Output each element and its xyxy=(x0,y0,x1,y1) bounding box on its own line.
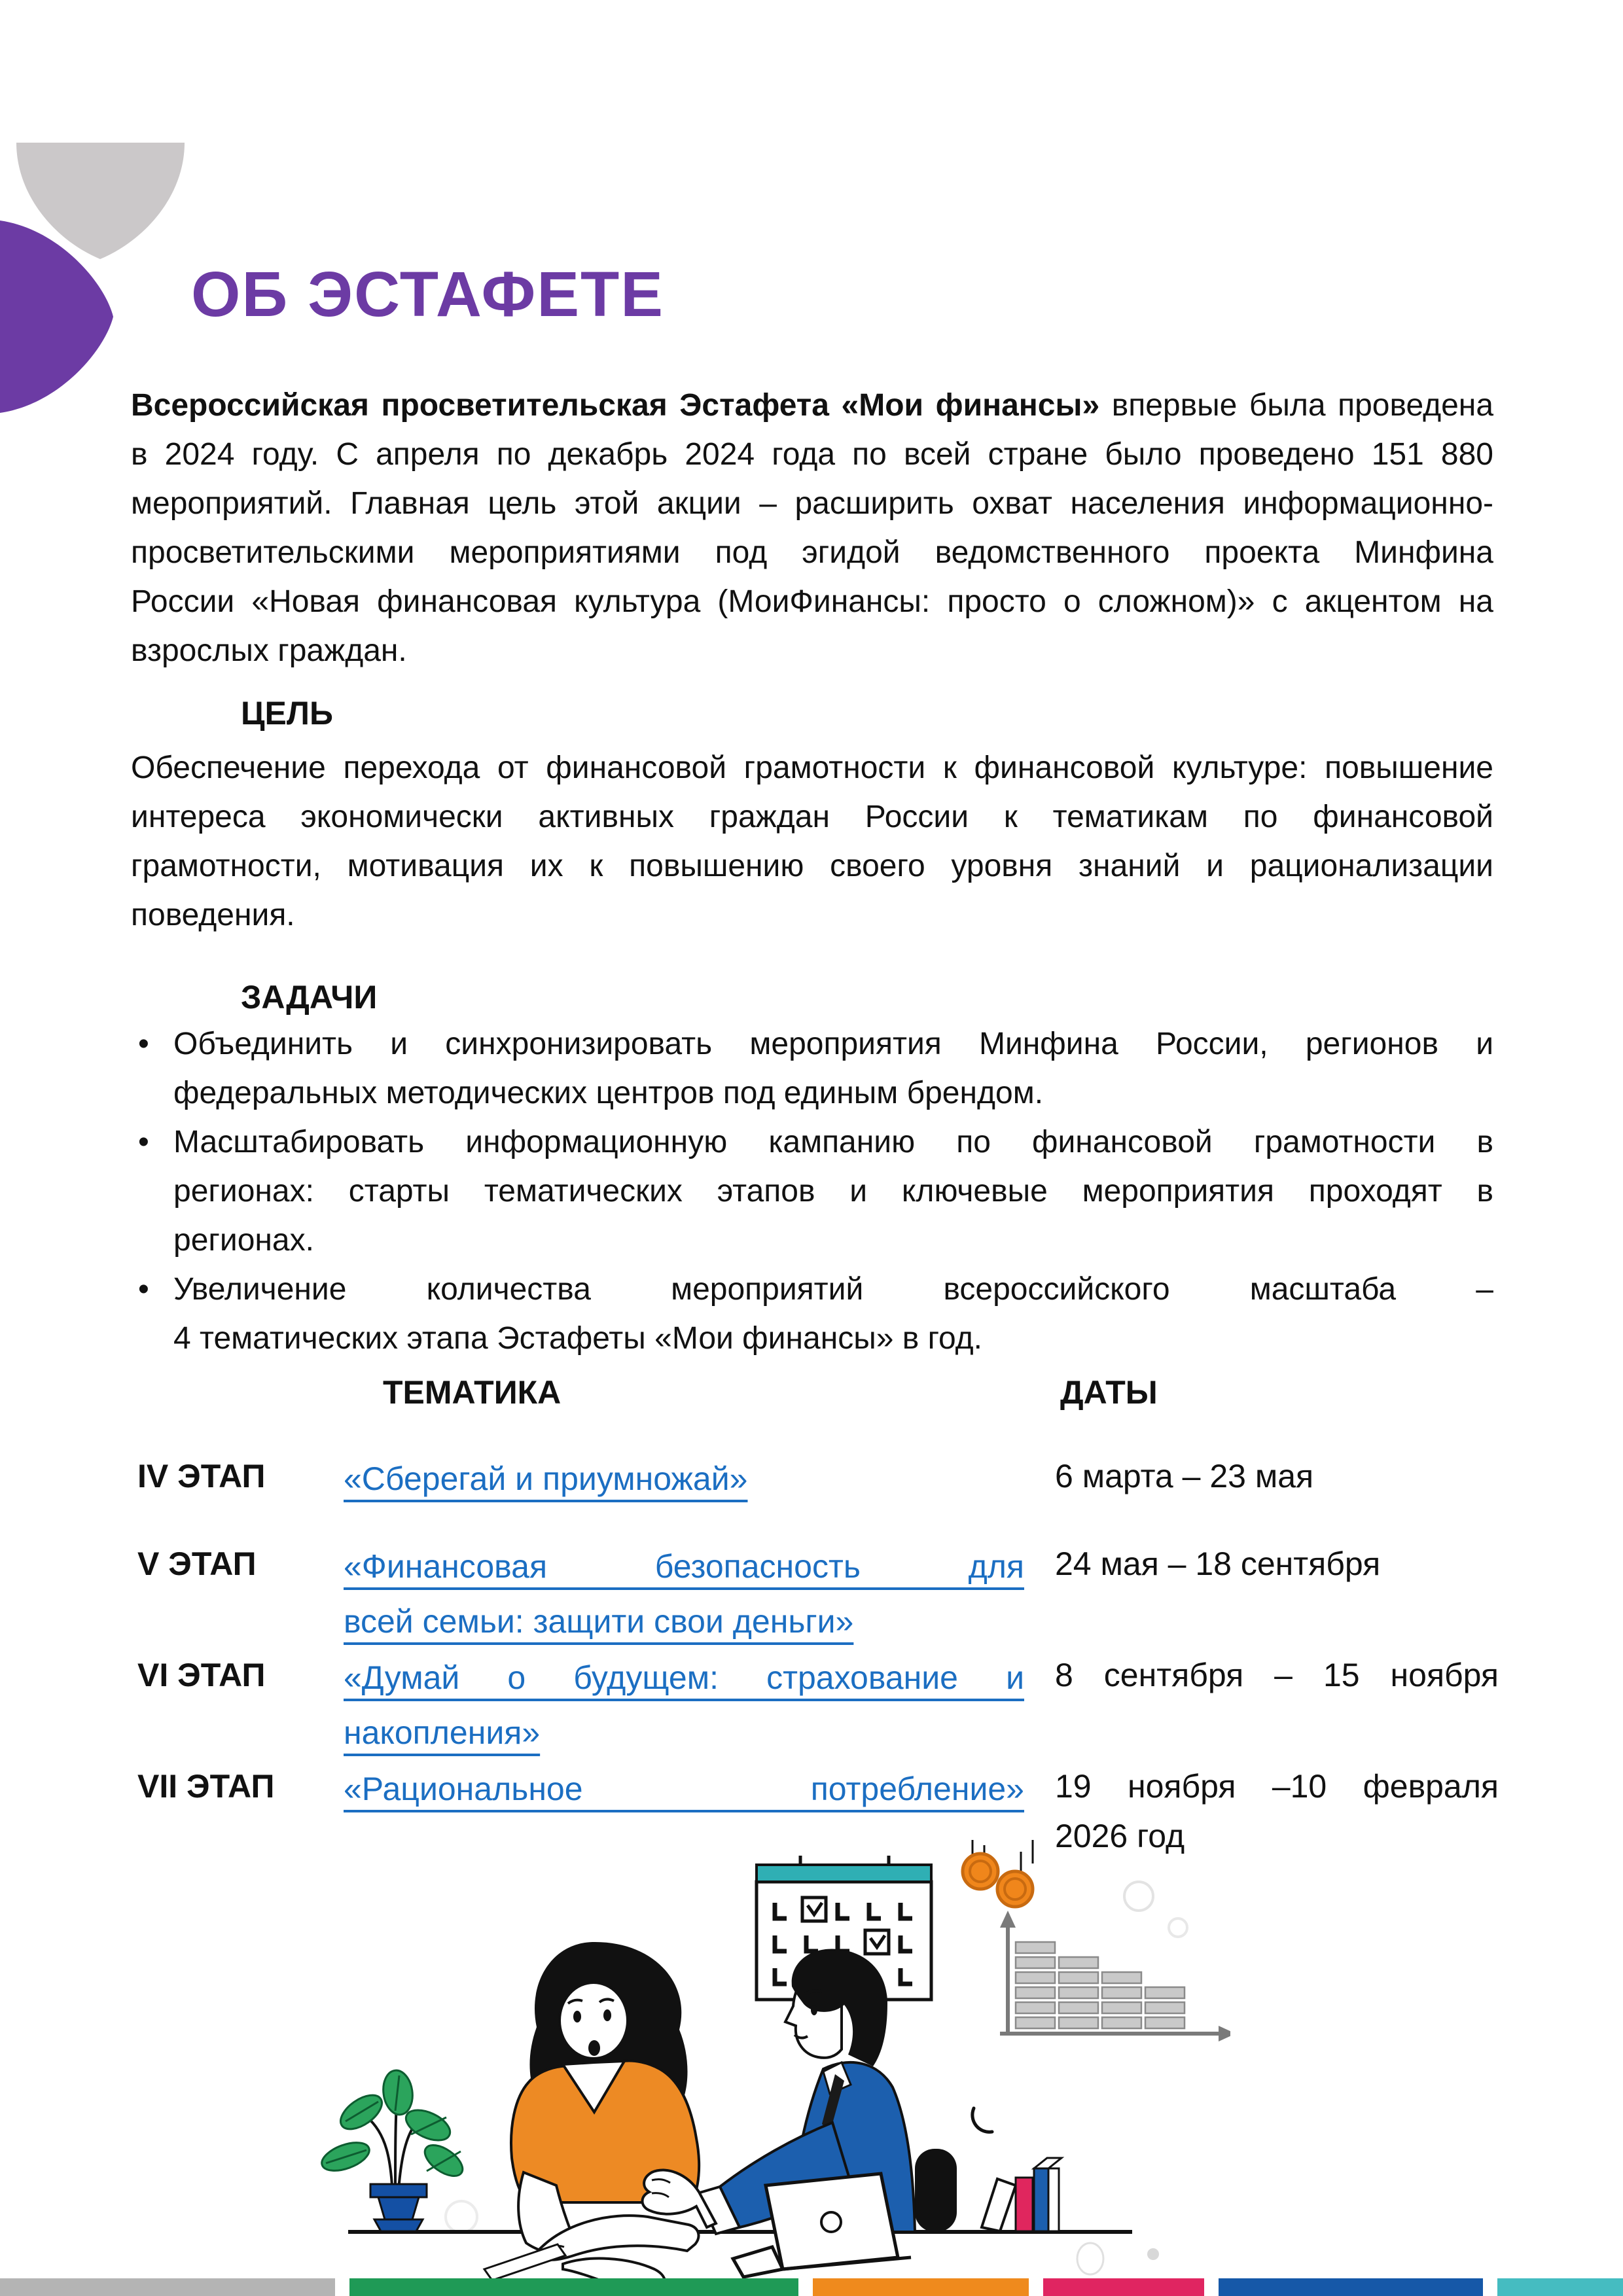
stage-label: VI ЭТАП xyxy=(137,1657,266,1693)
text-line: просветительскими мероприятиями под эгидой ведомственного проекта Минфина xyxy=(131,535,1493,570)
goal-heading: ЦЕЛЬ xyxy=(241,695,333,732)
text-line: мероприятий. Главная цель этой акции – расширить охват населения информационно- xyxy=(131,486,1493,521)
stage-label: VII ЭТАП xyxy=(137,1768,275,1805)
stage-label: V ЭТАП xyxy=(137,1545,257,1582)
footer-bar-blue xyxy=(1219,2278,1483,2296)
footer-bar-teal xyxy=(1497,2278,1623,2296)
tasks-list xyxy=(173,1019,1493,1363)
small-arc xyxy=(972,2108,992,2132)
text-line: 24 мая – 18 сентября xyxy=(1055,1545,1381,1582)
text-line: в 2024 году. С апреля по декабрь 2024 года по всей стране было проведено 151 880 xyxy=(131,437,1493,472)
goal-paragraph xyxy=(131,743,1493,940)
books-icon xyxy=(982,2158,1061,2231)
intro-first-line xyxy=(131,381,1493,430)
corner-petals-logo-icon xyxy=(0,120,196,421)
text-line: всей семьи: защити свои деньги» xyxy=(344,1603,854,1640)
intro-lines xyxy=(131,430,1493,675)
footer-bar-orange xyxy=(813,2278,1029,2296)
text-line: интереса экономически активных граждан России к тематикам по финансовой xyxy=(131,800,1493,834)
page-title: ОБ ЭСТАФЕТЕ xyxy=(191,258,664,330)
office-consultation-illustration xyxy=(314,1839,1230,2280)
text-line: регионах. xyxy=(173,1223,314,1258)
text-line: Обеспечение перехода от финансовой грамотности к финансовой культуре: повышение xyxy=(131,751,1493,785)
stage-topic-link[interactable] xyxy=(344,1451,1024,1506)
text-line: 2026 год xyxy=(1055,1818,1185,1854)
column-header-dates: ДАТЫ xyxy=(1060,1374,1158,1411)
bar-chart-icon xyxy=(1000,1911,1230,2041)
text-line: • Объединить и синхронизировать мероприятия Минфина России, регионов и xyxy=(173,1027,1493,1061)
text-line: • Увеличение количества мероприятий всероссийского масштаба – xyxy=(173,1272,1493,1307)
text-line: 4 тематических этапа Эстафеты «Мои финансы» в год. xyxy=(173,1321,982,1356)
footer-bar-pink xyxy=(1043,2278,1204,2296)
task-item xyxy=(173,1265,1493,1363)
intro-paragraph xyxy=(131,381,1493,675)
text-line: федеральных методических центров под единым брендом. xyxy=(173,1076,1044,1110)
coins-icon xyxy=(963,1840,1033,1907)
text-line: «Сберегай и приумножай» xyxy=(344,1460,748,1497)
plant-icon xyxy=(318,2068,468,2231)
stage-dates xyxy=(1055,1650,1499,1700)
task-item xyxy=(173,1118,1493,1265)
text-line: • Масштабировать информационную кампанию по финансовой грамотности в xyxy=(173,1125,1493,1159)
stage-dates xyxy=(1055,1539,1499,1589)
tasks-heading: ЗАДАЧИ xyxy=(241,979,378,1016)
text-line: 6 марта – 23 мая xyxy=(1055,1458,1314,1494)
text-line: «Рациональное потребление» xyxy=(344,1771,1024,1807)
text-line: грамотности, мотивация их к повышению своего уровня знаний и рационализации xyxy=(131,849,1493,883)
text-line: накопления» xyxy=(344,1714,541,1751)
stage-dates xyxy=(1055,1451,1499,1501)
paper-sheet xyxy=(484,2244,565,2280)
text-line: 8 сентября – 15 ноября xyxy=(1055,1657,1499,1693)
text-line: «Думай о будущем: страхование и xyxy=(344,1659,1024,1696)
text-line: России «Новая финансовая культура (МоиФинансы: просто о сложном)» с акцентом на xyxy=(131,584,1493,619)
stage-label: IV ЭТАП xyxy=(137,1458,266,1494)
text-line: поведения. xyxy=(131,898,295,932)
task-item xyxy=(173,1019,1493,1118)
chair-icon xyxy=(915,2149,957,2232)
text-line: «Финансовая безопасность для xyxy=(344,1548,1024,1585)
column-header-topic: ТЕМАТИКА xyxy=(383,1374,562,1411)
woman-figure xyxy=(484,1942,699,2280)
footer-bar-gray xyxy=(0,2278,335,2296)
stage-topic-link[interactable] xyxy=(344,1539,1024,1649)
text-line: 19 ноября –10 февраля xyxy=(1055,1768,1499,1805)
intro-lead-bold: Всероссийская просветительская Эстафета «Мои финансы» xyxy=(131,388,1100,423)
intro-lead-rest: впервые была проведена xyxy=(1099,388,1494,423)
stage-topic-link[interactable] xyxy=(344,1761,1024,1816)
text-line: регионах: старты тематических этапов и ключевые мероприятия проходят в xyxy=(173,1174,1493,1209)
stage-topic-link[interactable] xyxy=(344,1650,1024,1760)
footer-bar-green xyxy=(349,2278,798,2296)
text-line: взрослых граждан. xyxy=(131,633,407,668)
